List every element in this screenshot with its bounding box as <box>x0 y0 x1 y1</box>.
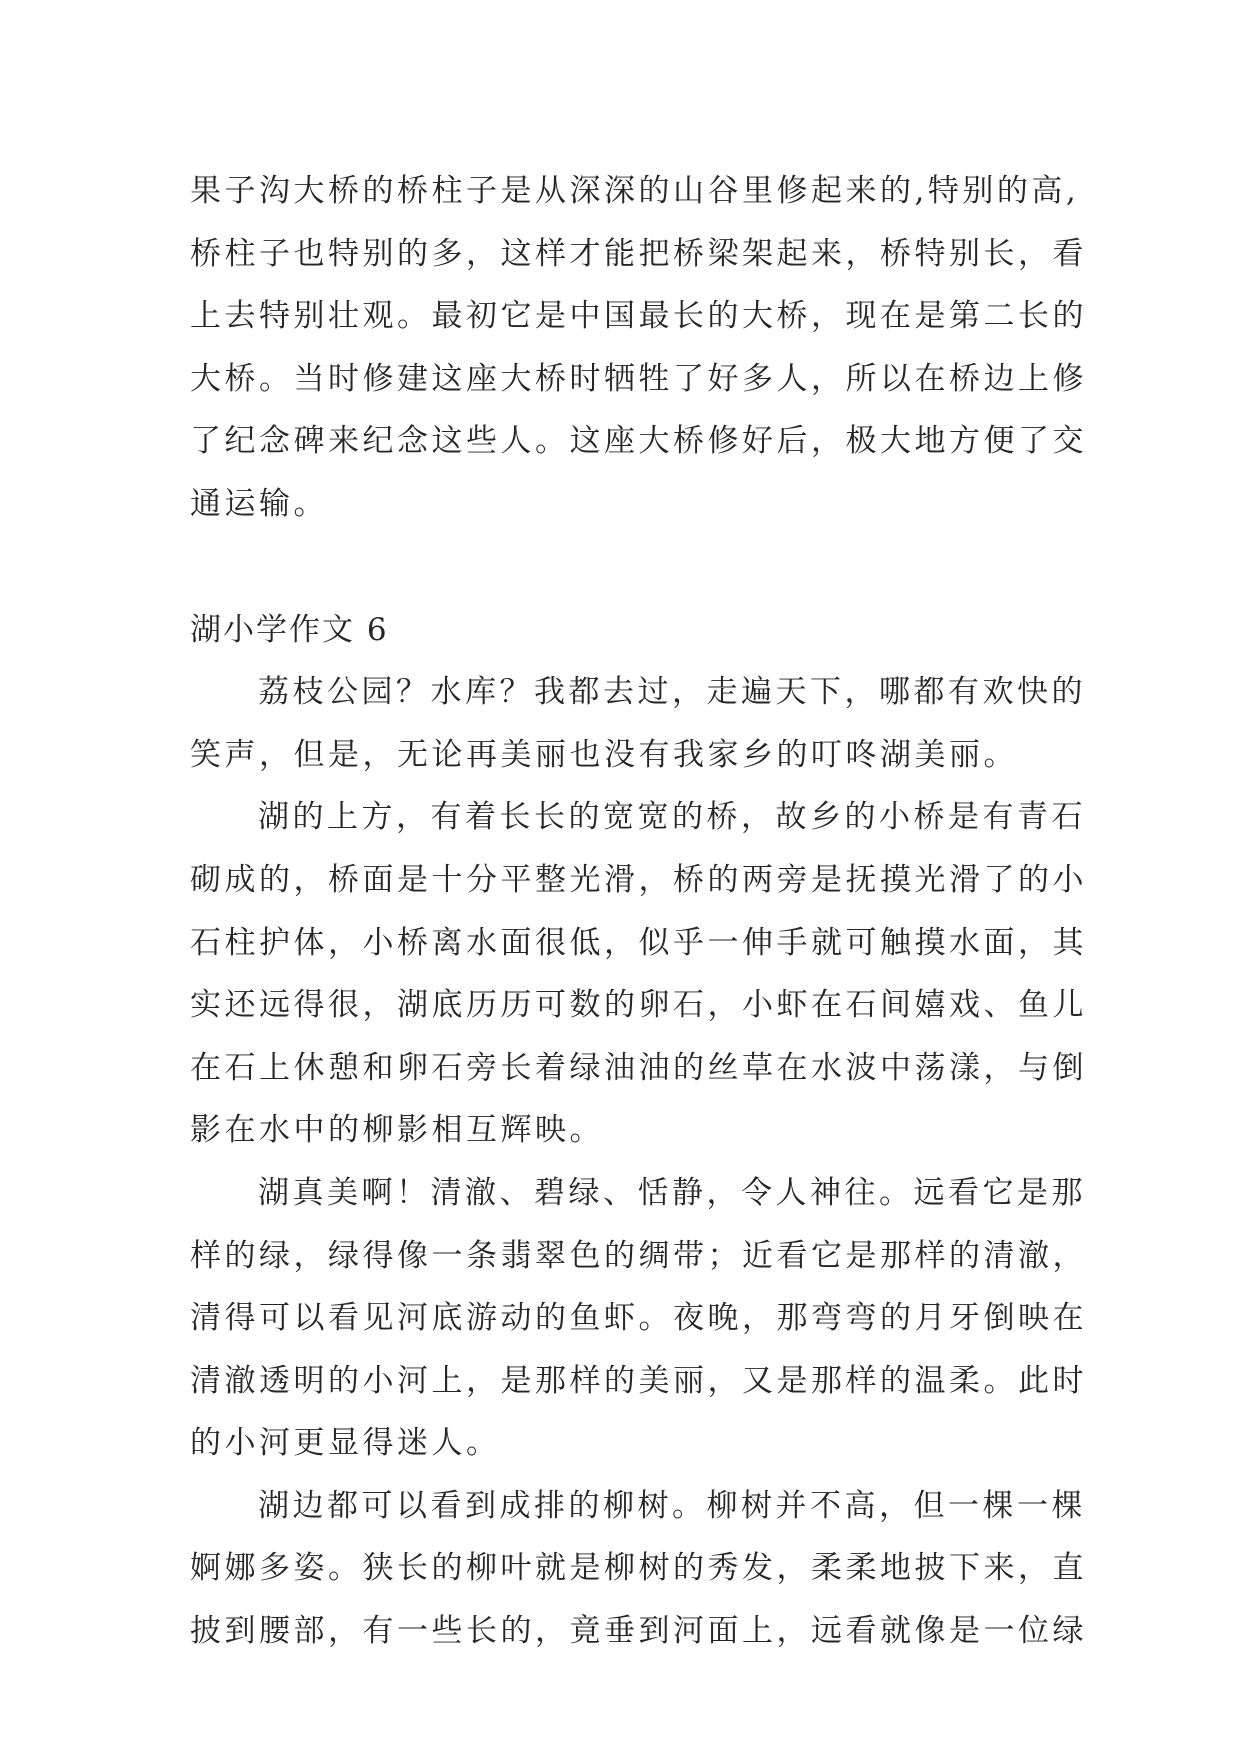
text-line: 披到腰部，有一些长的，竟垂到河面上，远看就像是一位绿 <box>190 1613 1087 1650</box>
text-line: 影在水中的柳影相互辉映。 <box>190 1112 604 1149</box>
text-line: 婀娜多姿。狭长的柳叶就是柳树的秀发，柔柔地披下来，直 <box>190 1550 1087 1587</box>
text-line: 上去特别壮观。最初它是中国最长的大桥，现在是第二长的 <box>190 298 1087 335</box>
text-line: 湖真美啊！清澈、碧绿、恬静，令人神往。远看它是那 <box>258 1174 1086 1211</box>
essay-heading: 湖小学作文 6 <box>190 611 389 648</box>
text-line: 清澈透明的小河上，是那样的美丽，又是那样的温柔。此时 <box>190 1362 1087 1399</box>
document-body <box>190 160 1090 1663</box>
text-line: 桥柱子也特别的多，这样才能把桥梁架起来，桥特别长，看 <box>190 235 1087 272</box>
paragraph-willows <box>190 1475 1090 1663</box>
text-line: 石柱护体，小桥离水面很低，似乎一伸手就可触摸水面，其 <box>190 924 1087 961</box>
paragraph-bridge <box>190 160 1090 536</box>
text-line: 湖的上方，有着长长的宽宽的桥，故乡的小桥是有青石 <box>258 799 1086 836</box>
text-line: 砌成的，桥面是十分平整光滑，桥的两旁是抚摸光滑了的小 <box>190 861 1087 898</box>
paragraph-lake-bridge <box>190 786 1090 1162</box>
text-line: 通运输。 <box>190 485 328 522</box>
text-line: 的小河更显得迷人。 <box>190 1425 501 1462</box>
text-line: 样的绿，绿得像一条翡翠色的绸带；近看它是那样的清澈， <box>190 1237 1087 1274</box>
paragraph-intro <box>190 661 1090 786</box>
section-spacer <box>190 536 1090 599</box>
text-line: 清得可以看见河底游动的鱼虾。夜晚，那弯弯的月牙倒映在 <box>190 1300 1087 1337</box>
text-line: 实还远得很，湖底历历可数的卵石，小虾在石间嬉戏、鱼儿 <box>190 987 1087 1024</box>
text-line: 了纪念碑来纪念这些人。这座大桥修好后，极大地方便了交 <box>190 423 1087 460</box>
text-line: 湖边都可以看到成排的柳树。柳树并不高，但一棵一棵 <box>258 1487 1086 1524</box>
text-line: 笑声，但是，无论再美丽也没有我家乡的叮咚湖美丽。 <box>190 736 1018 773</box>
paragraph-lake-beauty <box>190 1162 1090 1475</box>
text-line: 荔枝公园？水库？我都去过，走遍天下，哪都有欢快的 <box>258 674 1086 711</box>
text-line: 在石上休憩和卵石旁长着绿油油的丝草在水波中荡漾，与倒 <box>190 1049 1087 1086</box>
text-line: 大桥。当时修建这座大桥时牺牲了好多人，所以在桥边上修 <box>190 360 1087 397</box>
text-line: 果子沟大桥的桥柱子是从深深的山谷里修起来的,特别的高, <box>190 173 1080 209</box>
